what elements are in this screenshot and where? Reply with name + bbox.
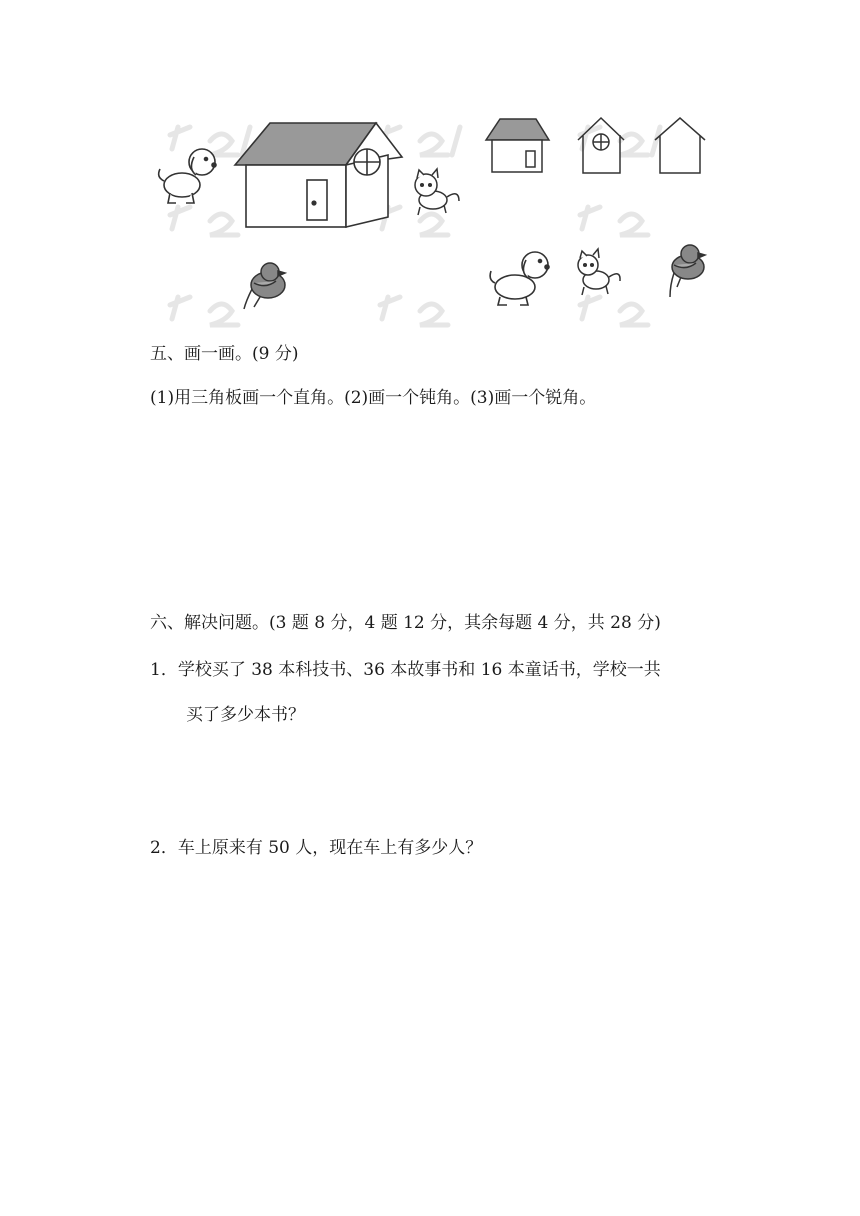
section5-title: 五、画一画。(9 分) <box>150 344 299 364</box>
cat-icon <box>415 169 459 215</box>
large-house-icon <box>235 123 402 227</box>
dog-icon <box>490 252 549 305</box>
bird-icon <box>244 263 285 309</box>
section5-question: (1)用三角板画一个直角。(2)画一个钝角。(3)画一个锐角。 <box>150 388 597 408</box>
bird-icon <box>670 245 705 297</box>
question1-line2: 买了多少本书？ <box>186 705 305 725</box>
outline-house-icon <box>655 118 705 173</box>
question1-line1: 1．学校买了 38 本科技书、36 本故事书和 16 本童话书，学校一共 <box>150 660 661 680</box>
animal-house-figure <box>150 105 740 330</box>
dog-icon <box>159 149 216 203</box>
section6-title: 六、解决问题。(3 题 8 分，4 题 12 分，其余每题 4 分，共 28 分) <box>150 613 661 633</box>
cat-icon <box>578 249 620 295</box>
question2: 2．车上原来有 50 人，现在车上有多少人？ <box>150 838 483 858</box>
small-house-icon <box>486 119 549 172</box>
